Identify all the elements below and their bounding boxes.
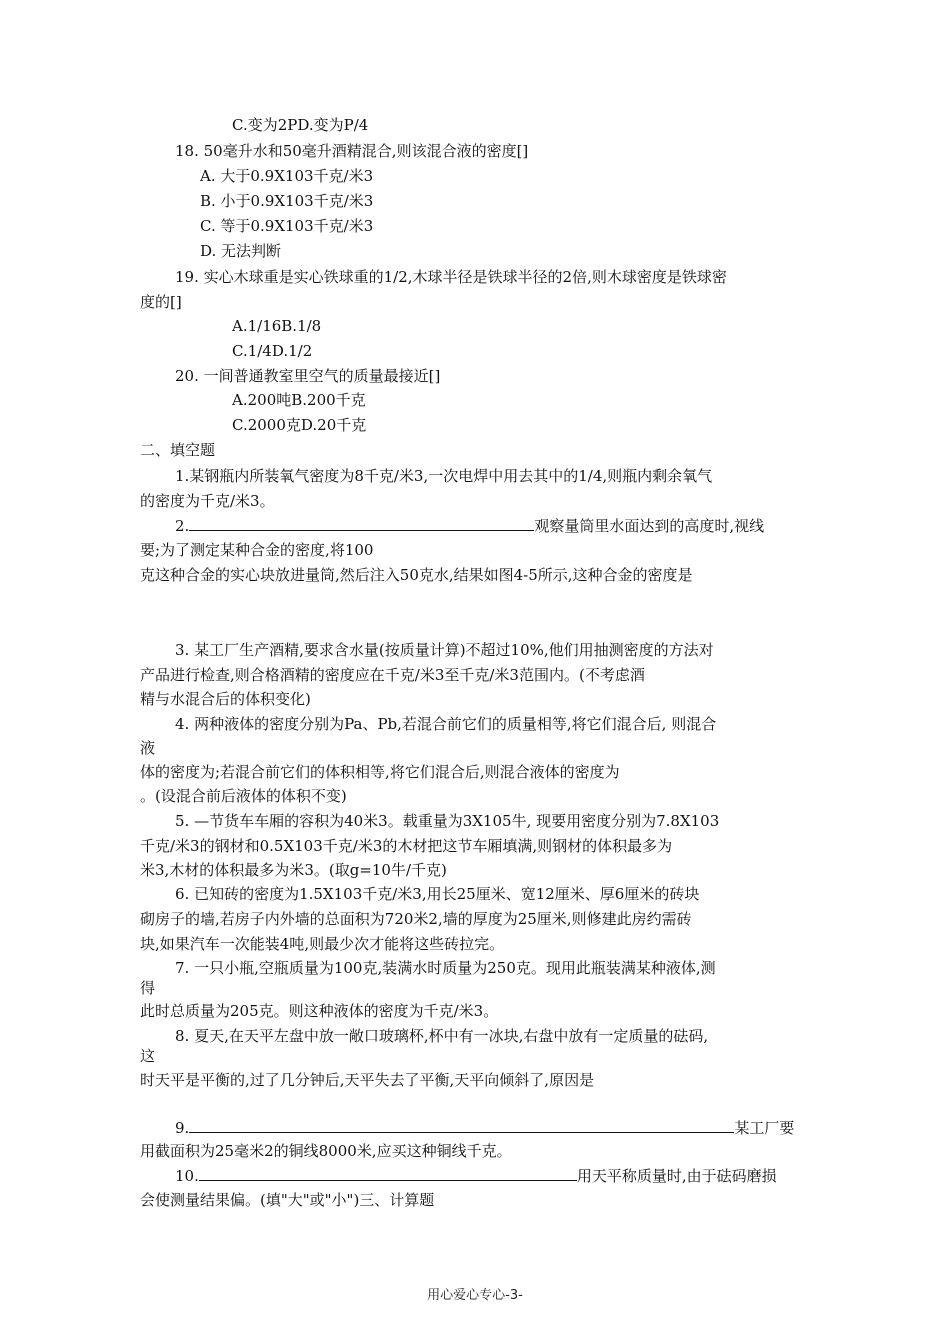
fill-4-line1: 4. 两种液体的密度分别为Pa、Pb,若混合前它们的质量相等,将它们混合后, 则混合 xyxy=(175,715,717,733)
fill-8-line1: 8. 夏天,在天平左盘中放一敞口玻璃杯,杯中有一冰块,右盘中放有一定质量的砝码, xyxy=(175,1027,709,1045)
fill-10-line1-text: 用天平称质量时,由于砝码磨损 xyxy=(576,1167,777,1185)
fill-9-blank xyxy=(189,1117,734,1133)
fill-4-line2: 液 xyxy=(140,739,156,757)
fill-1-line1: 1.某钢瓶内所装氧气密度为8千克/米3,一次电焊中用去其中的1/4,则瓶内剩余氧气 xyxy=(175,467,713,485)
fill-6-line2: 砌房子的墙,若房子内外墙的总面积为720米2,墙的厚度为25厘米,则修建此房约需砖 xyxy=(140,910,692,928)
q19-stem-line1: 19. 实心木球重是实心铁球重的1/2,木球半径是铁球半径的2倍,则木球密度是铁球密 xyxy=(175,268,727,286)
fill-4-line3: 体的密度为;若混合前它们的体积相等,将它们混合后,则混合液体的密度为 xyxy=(140,763,620,781)
fill-7-line3: 此时总质量为205克。则这种液体的密度为千克/米3。 xyxy=(140,1002,499,1020)
q20-options-cd: C.2000克D.20千克 xyxy=(232,416,367,434)
fill-5-line1: 5. —节货车车厢的容积为40米3。载重量为3X105牛, 现要用密度分别为7.8X103 xyxy=(175,812,720,830)
q19-stem-line2: 度的[] xyxy=(140,293,182,311)
fill-2-line3: 克这种合金的实心块放进量筒,然后注入50克水,结果如图4-5所示,这种合金的密度是 xyxy=(140,566,693,584)
fill-2-line1 xyxy=(175,515,764,536)
fill-10-line1 xyxy=(175,1165,777,1186)
fill-2-number: 2. xyxy=(175,517,190,535)
fill-4-line4: 。(设混合前后液体的体积不变) xyxy=(140,787,347,805)
fill-3-line2: 产品进行检查,则合格酒精的密度应在千克/米3至千克/米3范围内。(不考虑酒 xyxy=(140,666,645,684)
fill-10-line2: 会使测量结果偏。(填"大"或"小")三、计算题 xyxy=(140,1191,435,1209)
fill-9-number: 9. xyxy=(175,1119,190,1137)
q20-stem: 20. 一间普通教室里空气的质量最接近[] xyxy=(175,367,441,385)
fill-9-line2: 用截面积为25毫米2的铜线8000米,应买这种铜线千克。 xyxy=(140,1142,512,1160)
fill-5-line3: 米3,木材的体积最多为米3。(取g=10牛/千克) xyxy=(140,861,447,879)
fill-6-line1: 6. 已知砖的密度为1.5X103千克/米3,用长25厘米、宽12厘米、厚6厘米的砖块 xyxy=(175,885,700,903)
fill-9-line1 xyxy=(175,1117,794,1138)
q18-option-b: B. 小于0.9X103千克/米3 xyxy=(200,192,374,210)
fill-9-line1-text: 某工厂要 xyxy=(734,1119,795,1137)
q19-options-ab: A.1/16B.1/8 xyxy=(232,317,322,335)
fill-7-line2: 得 xyxy=(140,979,156,997)
q17-options-cd: C.变为2PD.变为P/4 xyxy=(232,116,369,134)
fill-2-line2: 要;为了测定某种合金的密度,将100 xyxy=(140,541,374,559)
fill-8-line3: 时天平是平衡的,过了几分钟后,天平失去了平衡,天平向倾斜了,原因是 xyxy=(140,1071,595,1089)
fill-2-blank xyxy=(189,515,534,531)
fill-5-line2: 千克/米3的钢材和0.5X103千克/米3的木材把这节车厢填满,则钢材的体积最多为 xyxy=(140,837,673,855)
q20-options-ab: A.200吨B.200千克 xyxy=(232,391,366,409)
fill-3-line1: 3. 某工厂生产酒精,要求含水量(按质量计算)不超过10%,他们用抽测密度的方法对 xyxy=(175,641,714,659)
section-title-fill-in: 二、填空题 xyxy=(140,441,216,459)
fill-3-line3: 精与水混合后的体积变化) xyxy=(140,690,311,708)
fill-6-line3: 块,如果汽车一次能装4吨,则最少次才能将这些砖拉完。 xyxy=(140,935,505,953)
q18-option-c: C. 等于0.9X103千克/米3 xyxy=(200,217,374,235)
fill-10-blank xyxy=(199,1165,577,1181)
fill-8-line2: 这 xyxy=(140,1047,156,1065)
q19-options-cd: C.1/4D.1/2 xyxy=(232,342,313,360)
fill-1-line2: 的密度为千克/米3。 xyxy=(140,492,275,510)
q18-option-a: A. 大于0.9X103千克/米3 xyxy=(200,167,374,185)
q18-option-d: D. 无法判断 xyxy=(200,242,282,260)
fill-7-line1: 7. 一只小瓶,空瓶质量为100克,装满水时质量为250克。现用此瓶装满某种液体,测 xyxy=(175,959,716,977)
page-footer: 用心爱心专心-3- xyxy=(427,1288,523,1303)
fill-10-number: 10. xyxy=(175,1167,199,1185)
fill-2-line1-text: 观察量筒里水面达到的高度时,视线 xyxy=(534,517,765,535)
q18-stem: 18. 50毫升水和50毫升酒精混合,则该混合液的密度[] xyxy=(175,142,529,160)
